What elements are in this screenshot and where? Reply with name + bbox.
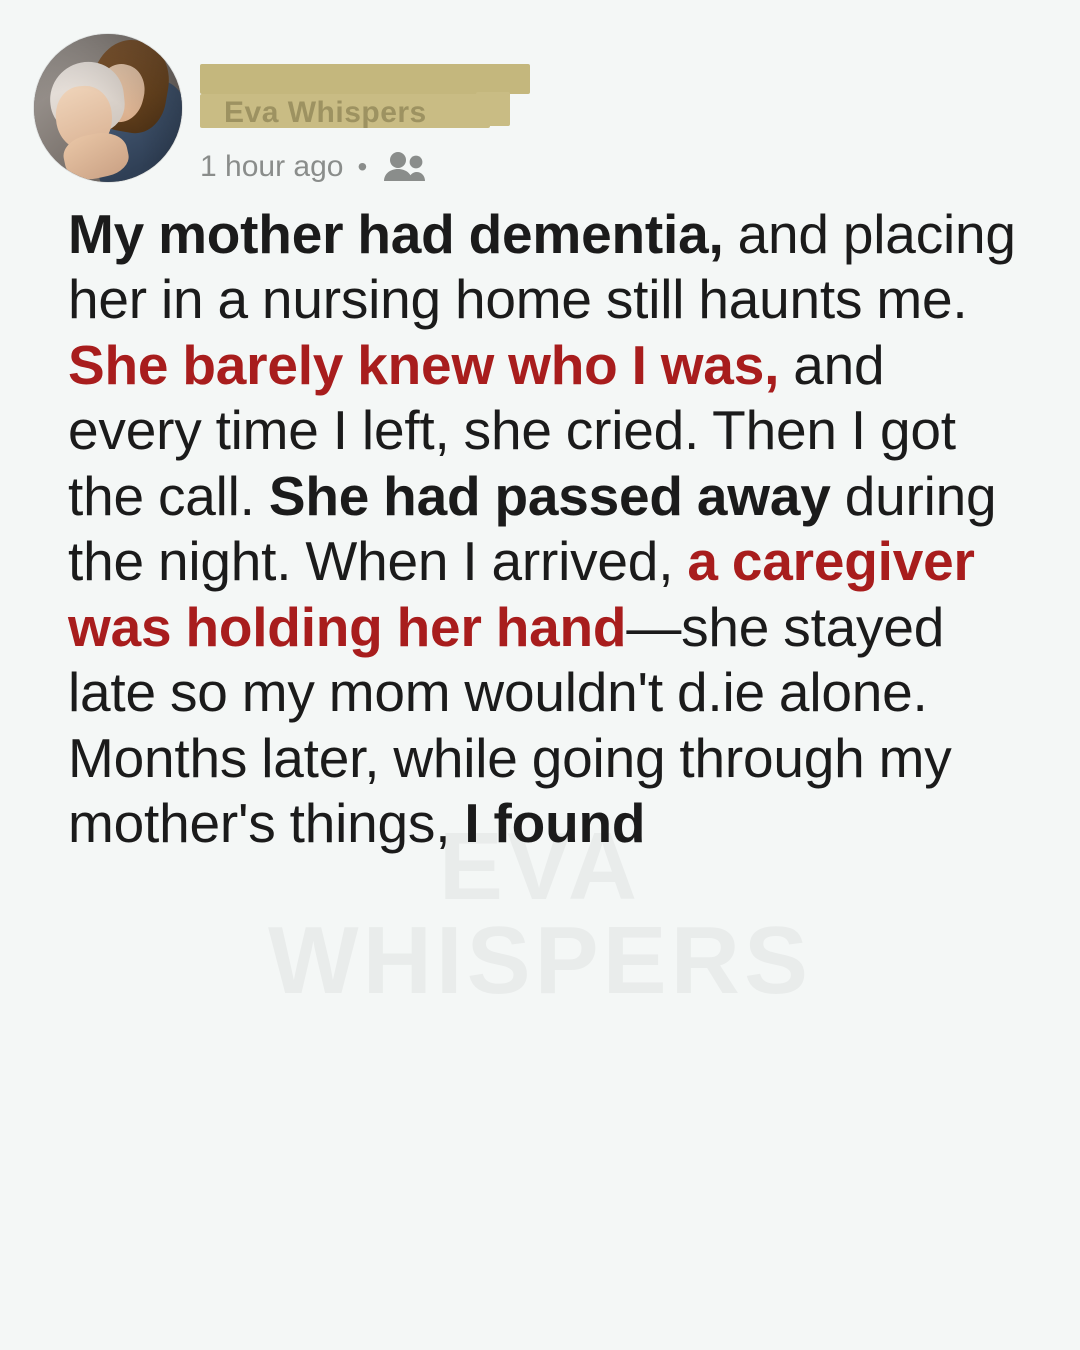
post-segment: and placing her in a nursing home still haunts me. xyxy=(68,203,1016,331)
post-segment: and every time I left, she cried. Then I got the call. xyxy=(68,333,956,527)
post-segment: My mother had dementia, xyxy=(68,203,724,265)
post-header xyxy=(34,34,1050,184)
watermark-line-2 xyxy=(0,914,1080,1008)
post-segment: a caregiver was holding her hand xyxy=(68,530,975,658)
post-segment: She had passed away xyxy=(268,464,831,527)
avatar[interactable] xyxy=(34,34,182,182)
redaction-bar-tail xyxy=(476,92,510,126)
author-name-row xyxy=(200,58,427,150)
post-author-block xyxy=(200,34,427,184)
post-text xyxy=(68,202,1028,856)
meta-separator: • xyxy=(357,151,368,182)
post-segment: I found xyxy=(464,791,646,854)
author-name[interactable]: Eva Whispers xyxy=(224,96,427,129)
post-meta xyxy=(200,150,427,184)
avatar-photo-vignette xyxy=(34,34,182,182)
post-segment: during the night. When I arrived, xyxy=(68,464,997,593)
post-segment: —she stayed late so my mom wouldn't d.ie alone. Months later, while going through my mother's things, xyxy=(68,595,952,854)
friends-icon[interactable] xyxy=(381,150,427,184)
post-timestamp[interactable]: 1 hour ago xyxy=(200,150,344,183)
post-segment: She barely knew who I was, xyxy=(68,333,780,396)
redaction-bar-top xyxy=(200,64,530,94)
